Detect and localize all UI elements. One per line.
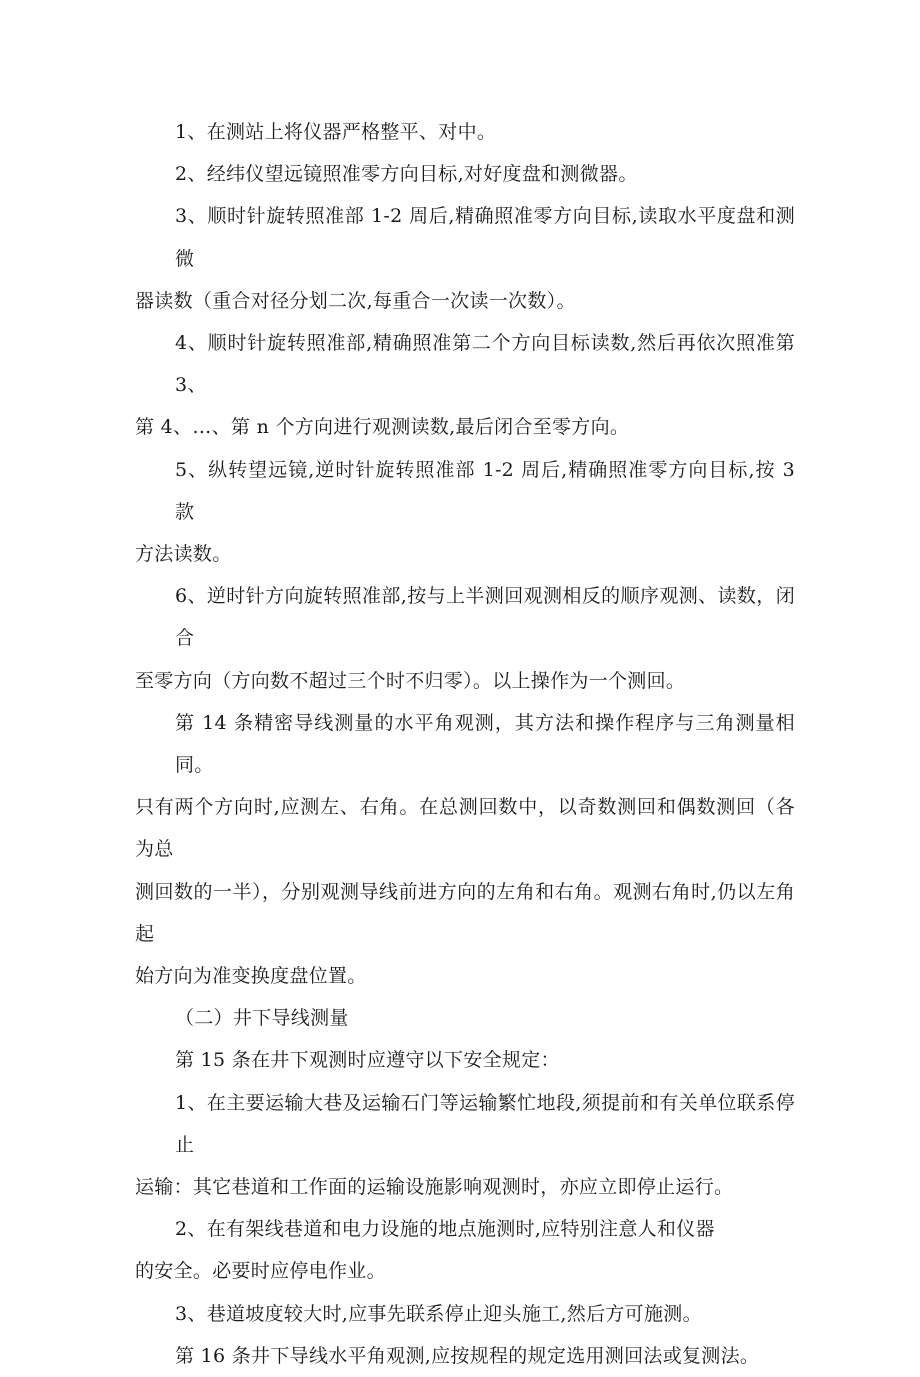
paragraph-article-16 <box>135 1335 795 1377</box>
text-line: 方法读数。 <box>135 543 232 566</box>
paragraph-step-6 <box>135 575 795 702</box>
text-line: 至零方向（方向数不超过三个时不归零）。以上操作为一个测回。 <box>135 669 686 692</box>
paragraph-rule-2 <box>135 1208 795 1292</box>
text-line: 第 15 条在井下观测时应遵守以下安全规定： <box>175 1049 560 1072</box>
text-line: 1、在主要运输大巷及运输石门等运输繁忙地段,须提前和有关单位联系停止 <box>175 1091 795 1156</box>
section-heading <box>135 997 795 1039</box>
text-line: 3、顺时针旋转照准部 1-2 周后,精确照准零方向目标,读取水平度盘和测微 <box>175 205 795 270</box>
paragraph-rule-1 <box>135 1082 795 1209</box>
text-line: 6、逆时针方向旋转照准部,按与上半测回观测相反的顺序观测、读数，闭合 <box>175 585 795 650</box>
text-line: 2、在有架线巷道和电力设施的地点施测时,应特别注意人和仪器 <box>175 1218 715 1241</box>
text-line: 3、巷道坡度较大时,应事先联系停止迎头施工,然后方可施测。 <box>175 1302 702 1325</box>
text-line: 2、经纬仪望远镜照准零方向目标,对好度盘和测微器。 <box>175 163 638 186</box>
text-line: 4、顺时针旋转照准部,精确照准第二个方向目标读数,然后再依次照准第 3、 <box>175 332 795 397</box>
text-line: 始方向为准变换度盘位置。 <box>135 965 367 988</box>
paragraph-step-3 <box>135 195 795 322</box>
text-line: 第 4、…、第 n 个方向进行观测读数,最后闭合至零方向。 <box>135 416 630 439</box>
text-line: 测回数的一半），分别观测导线前进方向的左角和右角。观测右角时,仍以左角起 <box>135 880 795 945</box>
paragraph-step-1 <box>135 111 795 153</box>
text-line: 第 14 条精密导线测量的水平角观测，其方法和操作程序与三角测量相同。 <box>175 711 795 777</box>
paragraph-step-4 <box>135 322 795 449</box>
paragraph-article-15 <box>135 1039 795 1081</box>
paragraph-step-2 <box>135 153 795 195</box>
paragraph-article-14 <box>135 702 795 997</box>
text-line: 器读数（重合对径分划二次,每重合一次读一次数）。 <box>135 289 576 312</box>
text-line: 5、纵转望远镜,逆时针旋转照准部 1-2 周后,精确照准零方向目标,按 3 款 <box>175 458 795 523</box>
section-title: （二）井下导线测量 <box>175 1007 349 1030</box>
text-line: 运输：其它巷道和工作面的运输设施影响观测时，亦应立即停止运行。 <box>135 1176 734 1199</box>
paragraph-rule-3 <box>135 1293 795 1335</box>
document-body <box>135 111 795 1377</box>
text-line: 第 16 条井下导线水平角观测,应按规程的规定选用测回法或复测法。 <box>175 1344 760 1367</box>
text-line: 只有两个方向时,应测左、右角。在总测回数中，以奇数测回和偶数测回（各为总 <box>135 796 795 861</box>
text-line: 的安全。必要时应停电作业。 <box>135 1260 386 1283</box>
paragraph-step-5 <box>135 449 795 576</box>
text-line: 1、在测站上将仪器严格整平、对中。 <box>175 121 497 143</box>
